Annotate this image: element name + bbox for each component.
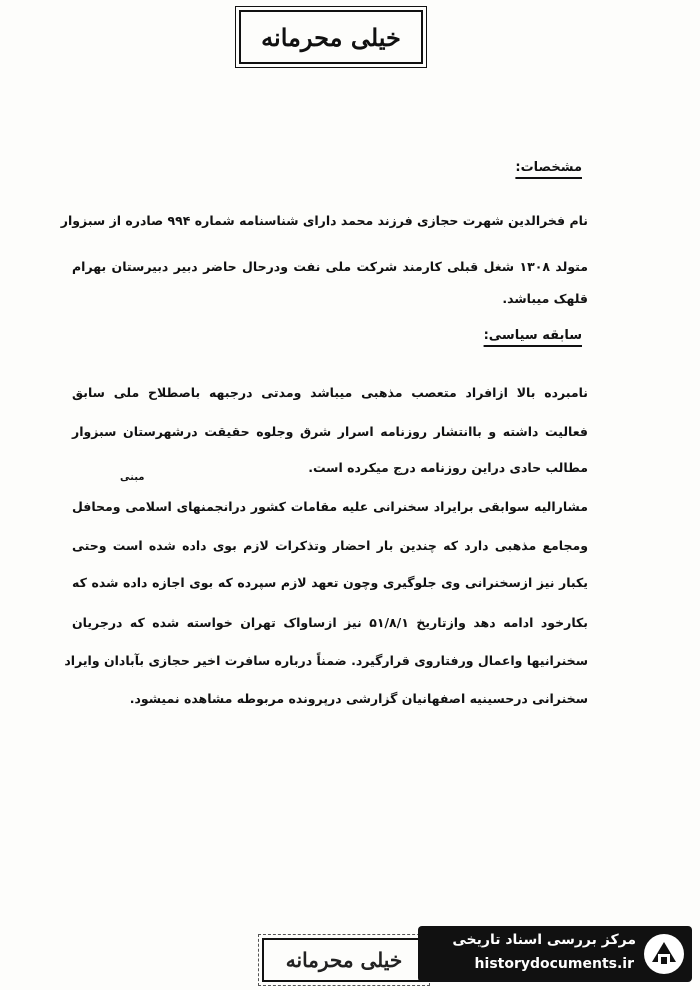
- history-line: سخنرانیها واعمال ورفتاروی قرارگیرد. ضمناً درباره سافرت اخیر حجازی بآبادان وایراد: [64, 653, 588, 668]
- history-line: فعالیت داشته و باانتشار روزنامه اسرار شرق وجلوه حقیقت درشهرستان سبزوار: [72, 424, 588, 439]
- specs-line: قلهک میباشد.: [502, 291, 588, 306]
- specs-line: نام فخرالدین شهرت حجازی فرزند محمد دارای شناسنامه شماره ۹۹۴ صادره از سبزوار: [60, 213, 588, 228]
- bottom-stamp-text: خیلی محرمانه: [285, 948, 403, 972]
- political-history-heading: سابقه سیاسی:: [483, 328, 582, 343]
- top-stamp-text: خیلی محرمانه: [261, 22, 401, 52]
- watermark-title: مرکز بررسی اسناد تاریخی: [452, 932, 636, 948]
- history-line: مطالب حادی دراین روزنامه درج میکرده است.: [308, 460, 588, 475]
- history-line: سخنرانی درحسینیه اصفهانیان گزارشی درپرونده مربوطه مشاهده نمیشود.: [129, 691, 588, 706]
- history-line: یکبار نیز ازسخنرانی وی جلوگیری وچون تعهد لازم سپرده که بوی اجازه داده شده که: [72, 575, 588, 590]
- archive-emblem-icon: [642, 932, 686, 976]
- top-classification-stamp: [239, 10, 423, 64]
- specs-line: متولد ۱۳۰۸ شغل قبلی کارمند شرکت ملی نفت ودرحال حاضر دبیر دبیرستان بهرام: [72, 259, 589, 274]
- history-line: مشارالیه سوابقی برایراد سخنرانی علیه مقامات کشور درانجمنهای اسلامی ومحافل: [72, 499, 588, 514]
- handwritten-insert-word: مبنی: [120, 472, 145, 483]
- specs-heading: مشخصات:: [515, 160, 582, 175]
- history-line: نامبرده بالا ازافراد متعصب مذهبی میباشد ومدتی درجبهه باصطلاح ملی سابق: [72, 385, 588, 400]
- watermark-url: historydocuments.ir: [474, 956, 634, 972]
- history-line: بکارخود ادامه دهد وازتاریخ ۵۱/۸/۱ نیز ازساواک تهران خواسته شده که درجریان: [72, 615, 588, 630]
- watermark-logo: [418, 926, 692, 982]
- bottom-classification-stamp: [262, 938, 426, 982]
- history-line: ومجامع مذهبی دارد که چندین بار احضار وتذکرات لازم بوی داده شده است وحتی: [72, 538, 588, 553]
